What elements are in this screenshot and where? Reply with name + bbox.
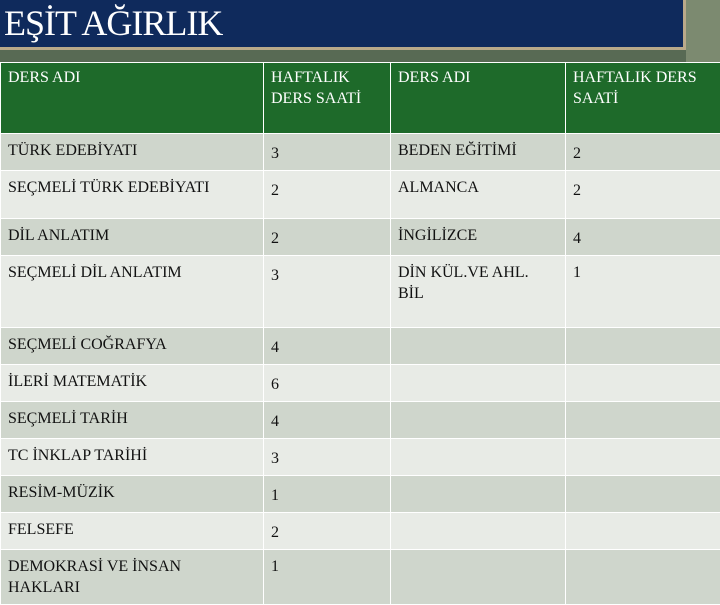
table-row [1, 439, 720, 476]
weekly-hours [566, 439, 720, 476]
course-name: TC İNKLAP TARİHİ [1, 439, 264, 476]
course-name [391, 365, 566, 402]
weekly-hours: 3 [264, 439, 391, 476]
weekly-hours: 1 [566, 256, 720, 328]
header-weekly-hours-2: HAFTALIK DERS SAATİ [566, 63, 720, 134]
weekly-hours [566, 513, 720, 550]
page-title: EŞİT AĞIRLIK [4, 1, 222, 45]
course-name: SEÇMELİ DİL ANLATIM [1, 256, 264, 328]
course-name [391, 439, 566, 476]
table-row [1, 550, 720, 605]
weekly-hours: 6 [264, 365, 391, 402]
weekly-hours [566, 328, 720, 365]
decorative-strip [686, 0, 720, 62]
header-course-name-1: DERS ADI [1, 63, 264, 134]
weekly-hours: 3 [264, 256, 391, 328]
weekly-hours: 1 [264, 476, 391, 513]
course-name: BEDEN EĞİTİMİ [391, 134, 566, 171]
course-name [391, 550, 566, 605]
course-name [391, 513, 566, 550]
course-name: DİN KÜL.VE AHL. BİL [391, 256, 566, 328]
weekly-hours: 2 [566, 171, 720, 219]
header-weekly-hours-1: HAFTALIK DERS SAATİ [264, 63, 391, 134]
title-bar [0, 0, 686, 50]
course-name: ALMANCA [391, 171, 566, 219]
table-row [1, 402, 720, 439]
course-name [391, 402, 566, 439]
table-header-row [1, 63, 720, 134]
course-name: SEÇMELİ COĞRAFYA [1, 328, 264, 365]
course-name: İNGİLİZCE [391, 219, 566, 256]
weekly-hours: 2 [566, 134, 720, 171]
course-name: SEÇMELİ TARİH [1, 402, 264, 439]
table-row [1, 219, 720, 256]
weekly-hours: 1 [264, 550, 391, 605]
weekly-hours [566, 402, 720, 439]
course-name: FELSEFE [1, 513, 264, 550]
weekly-hours [566, 365, 720, 402]
course-name [391, 476, 566, 513]
weekly-hours: 2 [264, 171, 391, 219]
weekly-hours: 4 [264, 402, 391, 439]
table-row [1, 513, 720, 550]
course-name: TÜRK EDEBİYATI [1, 134, 264, 171]
table-row [1, 171, 720, 219]
course-table [0, 62, 720, 605]
header-course-name-2: DERS ADI [391, 63, 566, 134]
weekly-hours [566, 476, 720, 513]
table-row [1, 365, 720, 402]
course-name [391, 328, 566, 365]
weekly-hours: 2 [264, 219, 391, 256]
weekly-hours: 4 [264, 328, 391, 365]
course-name: SEÇMELİ TÜRK EDEBİYATI [1, 171, 264, 219]
table-row [1, 134, 720, 171]
course-name: RESİM-MÜZİK [1, 476, 264, 513]
weekly-hours: 2 [264, 513, 391, 550]
course-name: DİL ANLATIM [1, 219, 264, 256]
table-row [1, 328, 720, 365]
weekly-hours: 3 [264, 134, 391, 171]
weekly-hours: 4 [566, 219, 720, 256]
table-row [1, 256, 720, 328]
course-name: İLERİ MATEMATİK [1, 365, 264, 402]
table-row [1, 476, 720, 513]
course-name: DEMOKRASİ VE İNSAN HAKLARI [1, 550, 264, 605]
weekly-hours [566, 550, 720, 605]
